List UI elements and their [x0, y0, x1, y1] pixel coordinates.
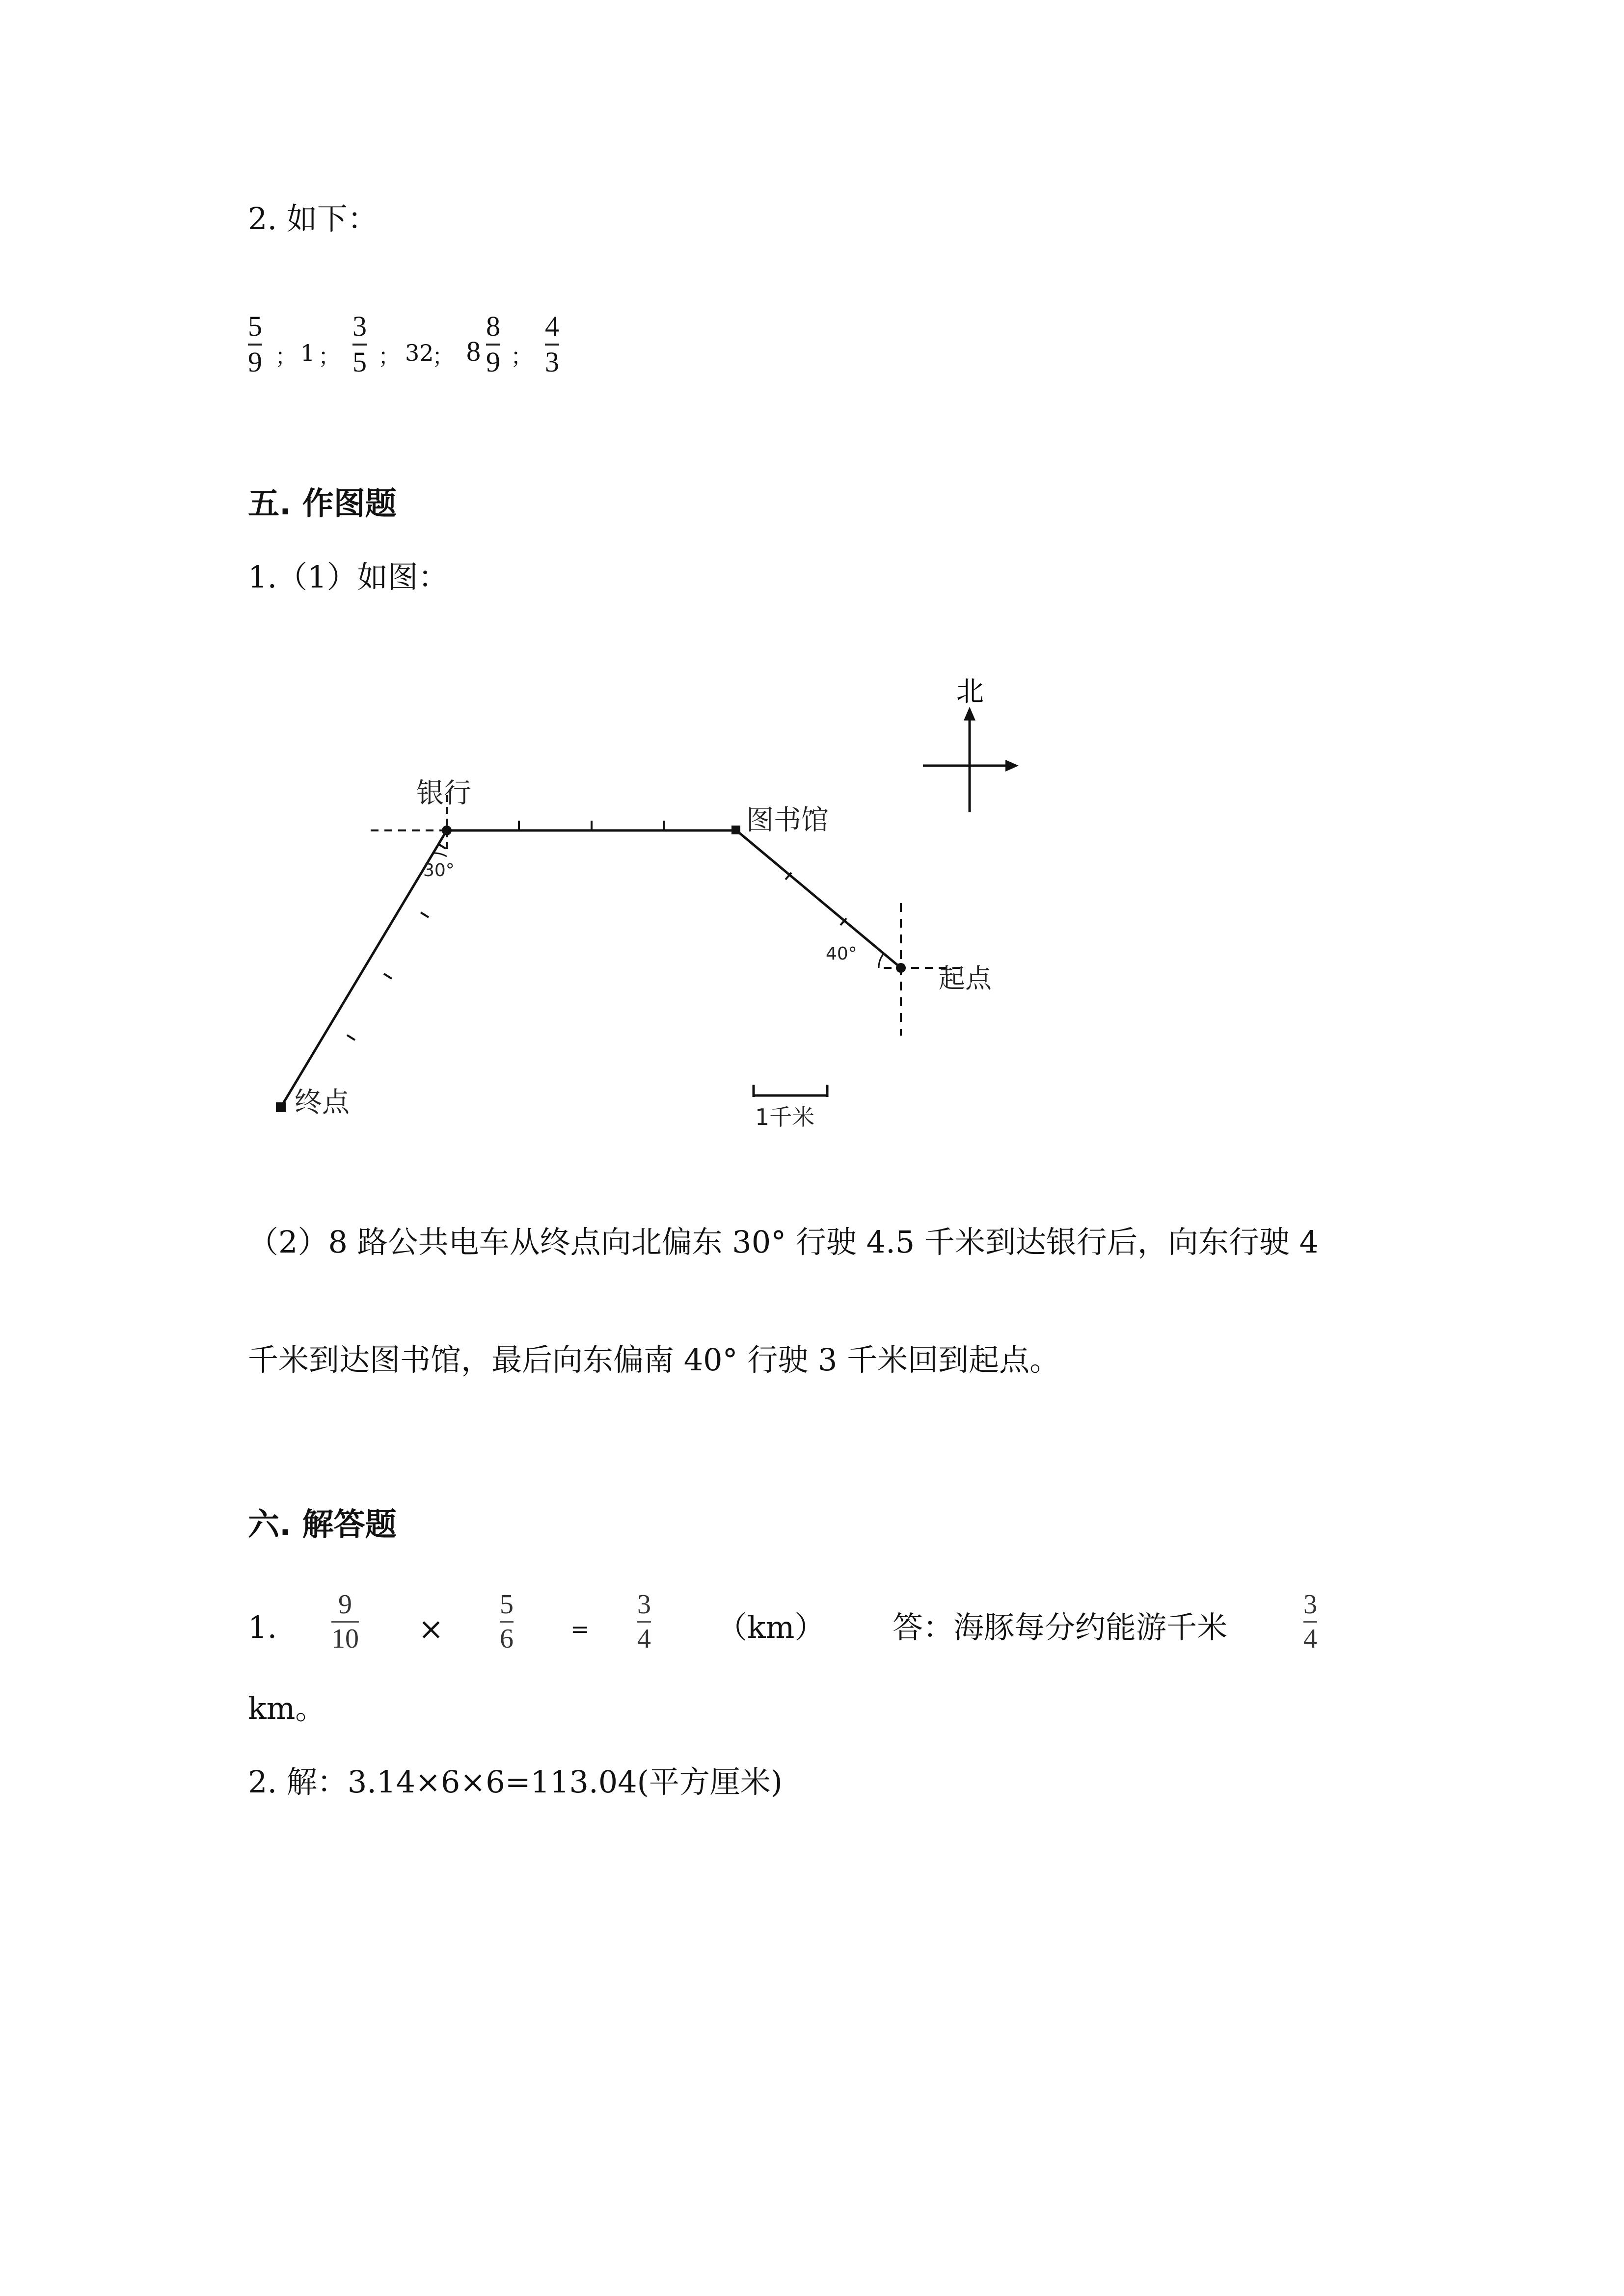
answer-tail: km。 — [248, 1690, 326, 1726]
fraction-5-6: 5 6 — [500, 1589, 514, 1654]
answer-text: 答：海豚每分约能游千米 — [893, 1609, 1228, 1645]
start-point — [896, 963, 906, 973]
item-1-part-2-line-1: （2）8 路公共电车从终点向北偏东 30° 行驶 4.5 千米到达银行后，向东行驶 4 — [248, 1224, 1319, 1260]
section-6-title: 六. 解答题 — [248, 1507, 397, 1543]
bank-point — [442, 826, 452, 835]
angle-arc-start — [879, 954, 884, 968]
separator: ； — [275, 343, 298, 370]
north-label: 北 — [956, 676, 984, 708]
start-label: 起点 — [939, 963, 992, 994]
times-sign: × — [418, 1611, 444, 1647]
separator: ； — [318, 343, 341, 370]
answer-2: 1 — [300, 340, 315, 366]
fraction-answer-1: 5 9 — [248, 310, 262, 378]
library-point — [731, 826, 740, 834]
item-1-part-2-line-2: 千米到达图书馆，最后向东偏南 40° 行驶 3 千米回到起点。 — [248, 1342, 1060, 1378]
fraction-answer-6: 4 3 — [545, 310, 559, 378]
route-end-to-bank — [281, 830, 447, 1107]
angle-label-start: 40° — [826, 944, 857, 964]
separator: ； — [511, 343, 533, 370]
mixed-whole: 8 — [466, 335, 481, 367]
end-point — [276, 1102, 286, 1112]
equals-sign: = — [570, 1616, 590, 1642]
answer-4: 32 — [405, 340, 434, 366]
scale-bar — [754, 1085, 827, 1097]
separator: ； — [378, 343, 401, 370]
fraction-answer-5: 8 9 — [486, 310, 500, 378]
route-library-to-start — [736, 830, 901, 968]
angle-arc-bank — [433, 853, 447, 856]
route-ticks-bank-library — [519, 821, 664, 830]
bank-label: 银行 — [416, 777, 471, 809]
item-2-label: 2. 如下： — [248, 201, 378, 237]
library-label: 图书馆 — [746, 804, 829, 836]
compass-icon — [923, 707, 1019, 812]
unit-km: （km） — [717, 1609, 825, 1645]
separator: ； — [432, 343, 455, 370]
fraction-answer-3: 3 5 — [352, 310, 367, 378]
question-1-label: 1. — [248, 1609, 277, 1645]
end-label: 终点 — [295, 1087, 350, 1119]
fraction-9-10: 9 10 — [331, 1589, 359, 1654]
angle-label-bank: 30° — [423, 860, 455, 881]
fraction-answer-3-4: 3 4 — [1303, 1589, 1317, 1654]
scale-label: 1千米 — [755, 1104, 815, 1130]
fraction-3-4: 3 4 — [637, 1589, 651, 1654]
section-5-title: 五. 作图题 — [248, 486, 397, 522]
question-2: 2. 解：3.14×6×6=113.04(平方厘米) — [248, 1764, 783, 1800]
item-1-part-1-label: 1.（1）如图： — [248, 559, 449, 595]
